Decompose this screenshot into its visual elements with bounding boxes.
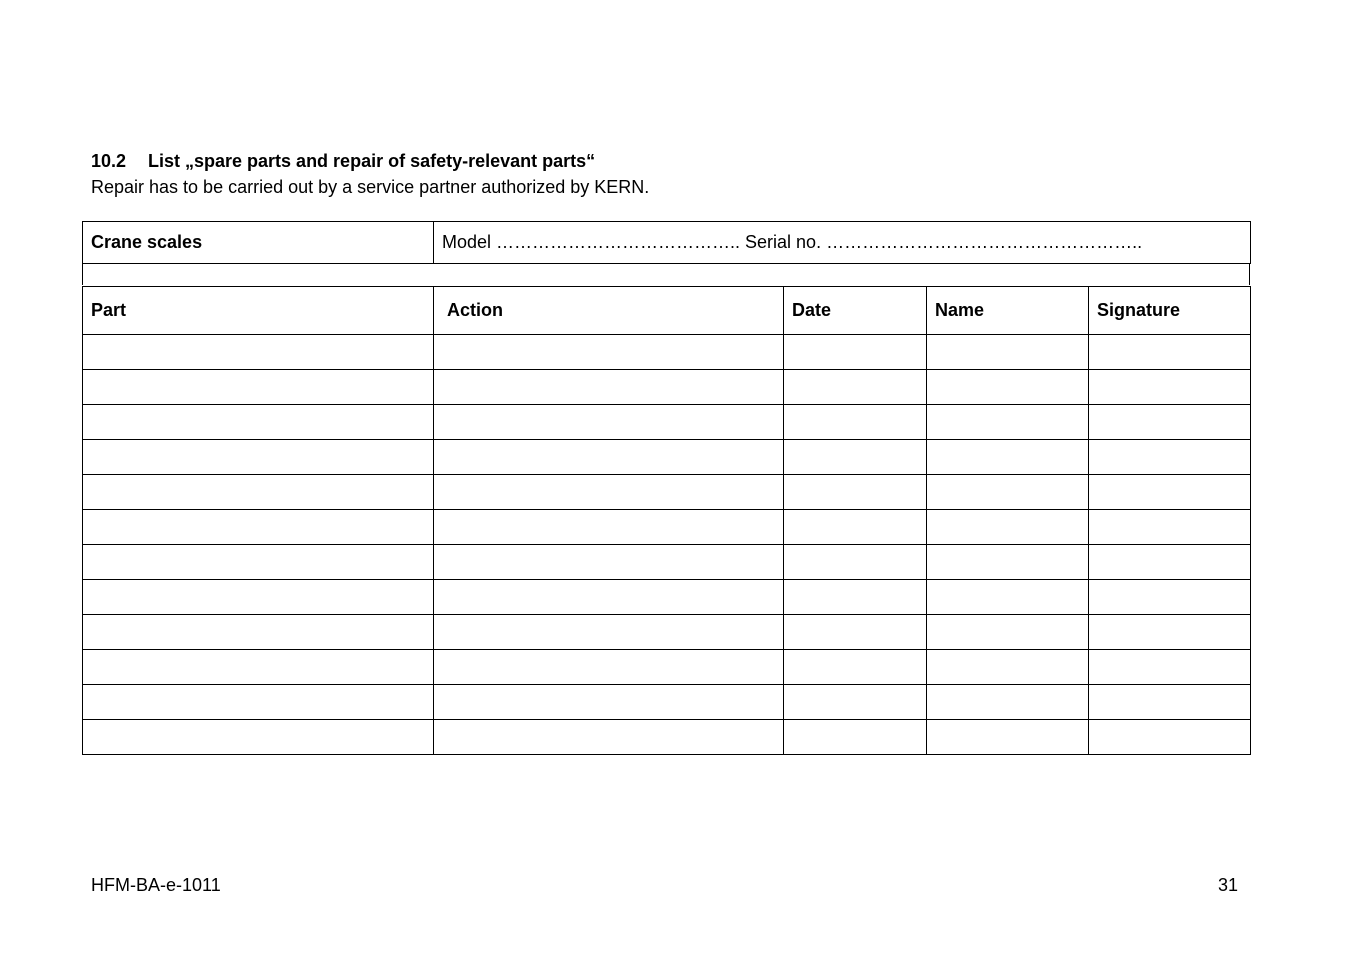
table-row	[83, 440, 1251, 475]
action-cell[interactable]	[434, 475, 784, 510]
signature-cell[interactable]	[1089, 650, 1251, 685]
signature-cell[interactable]	[1089, 475, 1251, 510]
table-row	[83, 615, 1251, 650]
action-cell[interactable]	[434, 440, 784, 475]
action-cell[interactable]	[434, 510, 784, 545]
action-cell[interactable]	[434, 405, 784, 440]
date-cell[interactable]	[784, 615, 927, 650]
name-cell[interactable]	[927, 475, 1089, 510]
part-cell[interactable]	[83, 475, 434, 510]
signature-cell[interactable]	[1089, 720, 1251, 755]
signature-cell[interactable]	[1089, 335, 1251, 370]
column-header-date: Date	[784, 287, 927, 335]
model-serial-field[interactable]: Model ………………………………….. Serial no. ……………………………………………..	[434, 222, 1251, 264]
name-cell[interactable]	[927, 685, 1089, 720]
spare-parts-table	[82, 286, 1251, 755]
name-cell[interactable]	[927, 510, 1089, 545]
date-cell[interactable]	[784, 510, 927, 545]
signature-cell[interactable]	[1089, 615, 1251, 650]
section-number: 10.2	[91, 151, 127, 171]
table-row	[83, 580, 1251, 615]
part-cell[interactable]	[83, 545, 434, 580]
table-row	[83, 335, 1251, 370]
table-row	[83, 720, 1251, 755]
signature-cell[interactable]	[1089, 370, 1251, 405]
signature-cell[interactable]	[1089, 580, 1251, 615]
action-cell[interactable]	[434, 615, 784, 650]
action-cell[interactable]	[434, 720, 784, 755]
part-cell[interactable]	[83, 510, 434, 545]
name-cell[interactable]	[927, 335, 1089, 370]
signature-cell[interactable]	[1089, 685, 1251, 720]
action-cell[interactable]	[434, 545, 784, 580]
action-cell[interactable]	[434, 370, 784, 405]
date-cell[interactable]	[784, 580, 927, 615]
action-cell[interactable]	[434, 685, 784, 720]
table-row	[83, 545, 1251, 580]
column-header-part: Part	[83, 287, 434, 335]
name-cell[interactable]	[927, 405, 1089, 440]
table-row	[83, 510, 1251, 545]
table-row	[83, 475, 1251, 510]
name-cell[interactable]	[927, 720, 1089, 755]
section-title: List „spare parts and repair of safety-relevant parts“	[148, 151, 596, 171]
table-row	[83, 405, 1251, 440]
name-cell[interactable]	[927, 370, 1089, 405]
name-cell[interactable]	[927, 580, 1089, 615]
document-id: HFM-BA-e-1011	[91, 875, 221, 895]
date-cell[interactable]	[784, 335, 927, 370]
signature-cell[interactable]	[1089, 405, 1251, 440]
name-cell[interactable]	[927, 615, 1089, 650]
date-cell[interactable]	[784, 545, 927, 580]
date-cell[interactable]	[784, 650, 927, 685]
date-cell[interactable]	[784, 440, 927, 475]
date-cell[interactable]	[784, 475, 927, 510]
action-cell[interactable]	[434, 335, 784, 370]
name-cell[interactable]	[927, 440, 1089, 475]
part-cell[interactable]	[83, 720, 434, 755]
part-cell[interactable]	[83, 405, 434, 440]
column-header-signature: Signature	[1089, 287, 1251, 335]
column-header-name: Name	[927, 287, 1089, 335]
device-info-table	[82, 221, 1251, 264]
date-cell[interactable]	[784, 370, 927, 405]
signature-cell[interactable]	[1089, 440, 1251, 475]
repair-note: Repair has to be carried out by a service partner authorized by KERN.	[91, 177, 650, 197]
table-row	[83, 650, 1251, 685]
part-cell[interactable]	[83, 615, 434, 650]
table-row	[83, 685, 1251, 720]
part-cell[interactable]	[83, 685, 434, 720]
section-heading	[91, 151, 595, 172]
table-row	[83, 370, 1251, 405]
part-cell[interactable]	[83, 650, 434, 685]
page-number: 31	[1217, 875, 1238, 895]
name-cell[interactable]	[927, 650, 1089, 685]
part-cell[interactable]	[83, 370, 434, 405]
date-cell[interactable]	[784, 685, 927, 720]
device-info-row	[83, 222, 1251, 264]
table-body	[83, 335, 1251, 755]
part-cell[interactable]	[83, 580, 434, 615]
date-cell[interactable]	[784, 720, 927, 755]
table-header-row	[83, 287, 1251, 335]
action-cell[interactable]	[434, 650, 784, 685]
signature-cell[interactable]	[1089, 545, 1251, 580]
part-cell[interactable]	[83, 440, 434, 475]
signature-cell[interactable]	[1089, 510, 1251, 545]
part-cell[interactable]	[83, 335, 434, 370]
blank-separator-row	[82, 263, 1250, 285]
action-cell[interactable]	[434, 580, 784, 615]
name-cell[interactable]	[927, 545, 1089, 580]
date-cell[interactable]	[784, 405, 927, 440]
column-header-action: Action	[434, 287, 784, 335]
device-label: Crane scales	[83, 222, 434, 264]
